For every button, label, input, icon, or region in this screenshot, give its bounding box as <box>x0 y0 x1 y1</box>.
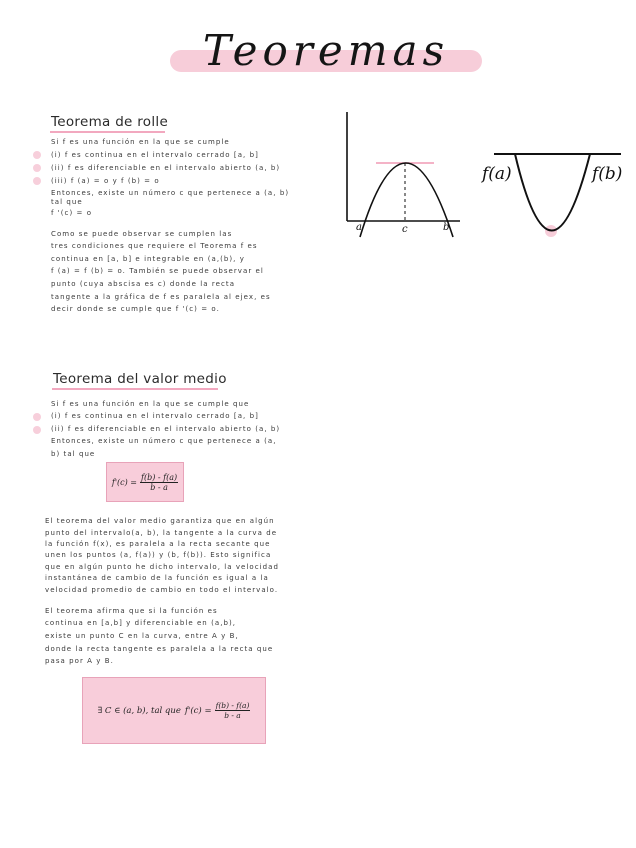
parabola-curve <box>515 154 590 231</box>
label-c: c <box>402 224 408 235</box>
page-title: Teoremas <box>202 26 450 75</box>
paragraph-line: que en algún punto he dicho intervalo, la velocidad <box>45 563 279 571</box>
rolle-line: f '(c) = o <box>51 209 93 217</box>
rolle-explanation-line: decir donde se cumple que f '(c) = o. <box>51 305 220 313</box>
paragraph-line: existe un punto C en la curva, entre A y B, <box>45 632 239 640</box>
formula-lhs: f'(c) = <box>111 477 138 487</box>
rolle-explanation-line: tres condiciones que requiere el Teorema f es <box>51 242 258 250</box>
rolle-explanation-line: tangente a la gráfica de f es paralela al ejex, es <box>51 293 271 301</box>
formula-fraction <box>215 701 251 720</box>
paragraph-line: El teorema del valor medio garantiza que en algún <box>45 517 275 525</box>
paragraph-line: unen los puntos (a, f(a)) y (b, f(b)). Esto significa <box>45 551 272 559</box>
mean-value-line: b) tal que <box>51 450 96 458</box>
rolle-line: Entonces, existe un número c que pertenece a (a, b) <box>51 189 290 197</box>
formula-lhs: f'(c) = <box>184 705 212 716</box>
rolle-explanation-line: continua en [a, b] e integrable en (a,(b), y <box>51 255 245 263</box>
rolle-explanation-line: Como se puede observar se cumplen las <box>51 230 233 238</box>
paragraph-line: continua en [a,b] y diferenciable en (a,b), <box>45 619 237 627</box>
label-b: b <box>443 222 450 233</box>
bullet-dot <box>33 151 41 159</box>
rolle-line: Si f es una función en la que se cumple <box>51 138 230 146</box>
rolle-explanation-line: f (a) = f (b) = o. También se puede observar el <box>51 267 264 275</box>
rolle-graph-2 <box>480 145 630 245</box>
paragraph-line: punto del intervalo(a, b), la tangente a la curva de <box>45 529 278 537</box>
mean-value-heading: Teorema del valor medio <box>53 371 227 387</box>
paragraph-line: donde la recta tangente es paralela a la recta que <box>45 645 274 653</box>
mean-value-heading-underline <box>52 388 218 390</box>
formula-numerator: f(b) - f(a) <box>141 472 178 482</box>
rolle-graph <box>340 105 470 240</box>
rolle-line: tal que <box>51 198 83 206</box>
rolle-line: (ii) f es diferenciable en el intervalo abierto (a, b) <box>51 164 281 172</box>
paragraph-line: la función f(x), es paralela a la recta secante que <box>45 540 271 548</box>
formula-denominator: b - a <box>150 482 168 492</box>
formula-denominator: b - a <box>224 711 241 720</box>
mean-value-line: (i) f es continua en el intervalo cerrado [a, b] <box>51 412 259 420</box>
formula-prefix: ∃ C ∈ (a, b), tal que <box>97 705 181 716</box>
label-a: a <box>356 222 362 233</box>
mean-value-line: Entonces, existe un número c que pertenece a (a, <box>51 437 277 445</box>
rolle-line: (iii) f (a) = o y f (b) = o <box>51 177 160 185</box>
bullet-dot <box>33 426 41 434</box>
paragraph-line: velocidad promedio de cambio en todo el intervalo. <box>45 586 279 594</box>
paragraph-line: El teorema afirma que si la función es <box>45 607 218 615</box>
rolle-line: (i) f es continua en el intervalo cerrado [a, b] <box>51 151 259 159</box>
label-f-b: f(b) <box>592 164 623 184</box>
mean-value-line: (ii) f es diferenciable en el intervalo abierto (a, b) <box>51 425 281 433</box>
formula-fraction <box>140 473 178 492</box>
formula-box <box>106 462 184 502</box>
formula-numerator: f(b) - f(a) <box>215 701 250 710</box>
bullet-dot <box>33 177 41 185</box>
mean-value-line: Si f es una función en la que se cumple que <box>51 400 250 408</box>
paragraph-line: instantánea de cambio de la función es igual a la <box>45 574 269 582</box>
bullet-dot <box>33 413 41 421</box>
paragraph-line: pasa por A y B. <box>45 657 114 665</box>
rolle-explanation-line: punto (cuya abscisa es c) donde la recta <box>51 280 236 288</box>
formula-box-large <box>82 677 266 744</box>
rolle-heading-underline <box>50 131 165 133</box>
bullet-dot <box>33 164 41 172</box>
rolle-heading: Teorema de rolle <box>51 114 169 130</box>
label-f-a: f(a) <box>482 164 512 184</box>
